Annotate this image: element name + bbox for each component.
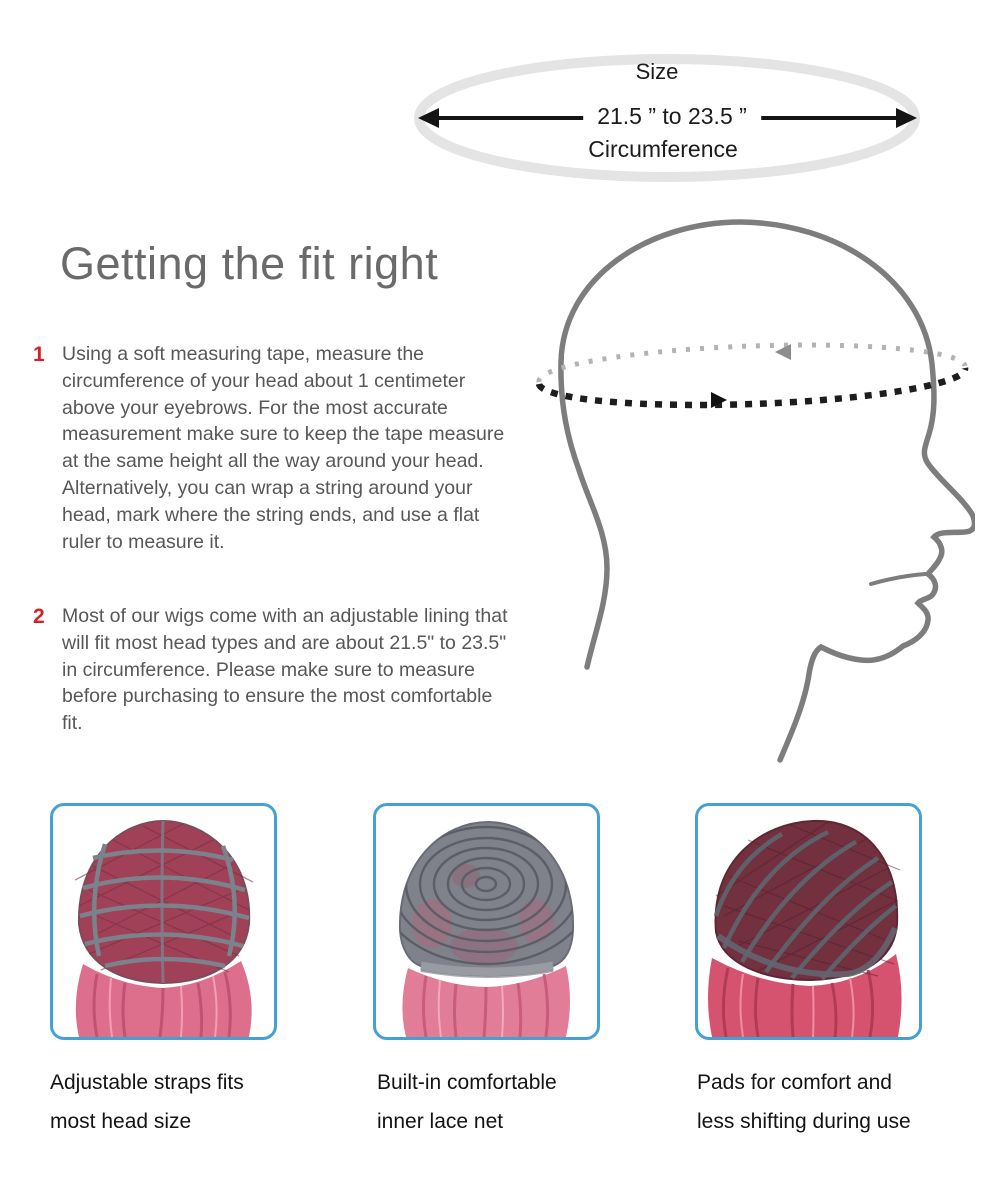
caption-pads-line1: Pads for comfort and bbox=[697, 1071, 892, 1094]
wig-cap-back-straps-photo bbox=[53, 806, 274, 1037]
measuring-band-upper bbox=[539, 345, 965, 382]
step-1 bbox=[33, 341, 513, 555]
page-title: Getting the fit right bbox=[60, 238, 439, 289]
step-2-number: 2 bbox=[33, 605, 45, 628]
mouth-line bbox=[871, 574, 925, 584]
head-profile-diagram bbox=[535, 200, 975, 780]
caption-lace-net-line1: Built-in comfortable bbox=[377, 1071, 557, 1094]
feature-card-pads bbox=[695, 803, 922, 1040]
band-arrow-left-icon bbox=[775, 344, 791, 360]
step-2 bbox=[33, 603, 513, 737]
caption-lace-net-line2: inner lace net bbox=[377, 1110, 504, 1133]
head-outline bbox=[561, 222, 975, 760]
measuring-band-lower bbox=[539, 368, 965, 405]
step-1-text: Using a soft measuring tape, measure the circumference of your head about 1 centimeter above your eyebrows. For the most accurate measurement make sure to keep the tape measure at the same height all the way around your head. Alternatively, you can wrap a string around your head, mark where the string ends, and use a flat ruler to measure it. bbox=[62, 343, 505, 553]
caption-straps bbox=[50, 1063, 244, 1141]
feature-card-lace-net bbox=[373, 803, 600, 1040]
wig-cap-side-pads-photo bbox=[698, 806, 919, 1037]
size-label: Size bbox=[635, 59, 679, 84]
wig-cap-inner-lace-photo bbox=[376, 806, 597, 1037]
size-diagram bbox=[405, 44, 930, 194]
caption-straps-line2: most head size bbox=[50, 1110, 192, 1133]
circumference-range-label: 21.5 ” to 23.5 ” bbox=[583, 103, 761, 130]
caption-lace-net bbox=[377, 1063, 557, 1141]
feature-card-straps bbox=[50, 803, 277, 1040]
caption-pads-line2: less shifting during use bbox=[697, 1110, 911, 1133]
step-2-text: Most of our wigs come with an adjustable lining that will fit most head types and are about 21.5" to 23.5" in circumference. Please make sure to measure before purchasing to ensure the most comfortable fit. bbox=[62, 605, 508, 735]
caption-pads bbox=[697, 1063, 911, 1141]
circumference-label: Circumference bbox=[582, 136, 744, 163]
caption-straps-line1: Adjustable straps fits bbox=[50, 1071, 244, 1094]
step-1-number: 1 bbox=[33, 343, 45, 366]
